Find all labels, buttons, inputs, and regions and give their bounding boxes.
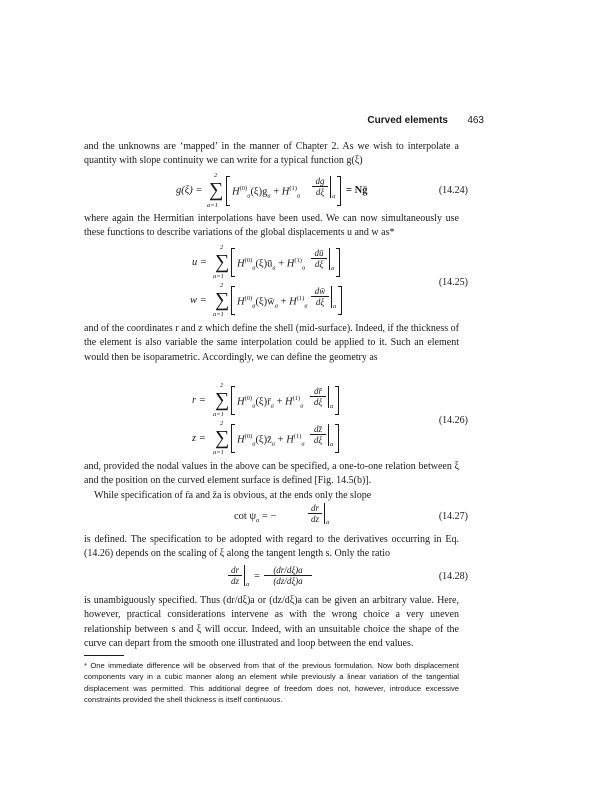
eval-bar-icon xyxy=(329,248,330,270)
eq2-u-fraction: $\frac{dū}{d\xi}$ xyxy=(311,248,327,269)
equation-number: (14.24) xyxy=(438,185,468,196)
equation-14-25 xyxy=(84,244,484,320)
eq5-lhs-fraction: $\frac{dr}{dz}$ xyxy=(228,565,242,586)
right-bracket-icon xyxy=(338,286,342,315)
eq2-u-eval-sub: a xyxy=(331,265,335,272)
eq3-r-sum-lower: a=1 xyxy=(213,411,224,418)
left-bracket-icon xyxy=(226,176,230,206)
paragraph-5: While specification of r̄a and z̄a is obvious, at the ends only the slope xyxy=(94,490,372,501)
eq3-r-eval-sub: a xyxy=(330,403,334,410)
eval-bar-icon xyxy=(328,424,329,446)
eq2-w-eval-sub: a xyxy=(333,303,337,310)
equation-14-27 xyxy=(84,503,484,529)
eq3-z-sum-upper: 2 xyxy=(220,420,224,427)
left-bracket-icon xyxy=(231,248,235,277)
eq5-equals: = xyxy=(254,571,260,582)
eq3-r-sum-upper: 2 xyxy=(220,382,224,389)
equation-14-26 xyxy=(84,382,484,458)
eq2-w-sum-lower: a=1 xyxy=(213,311,224,318)
footnote-rule xyxy=(84,655,124,656)
right-bracket-icon xyxy=(336,248,340,277)
eq2-u-sum-upper: 2 xyxy=(220,244,224,251)
eq3-z-term: $H^{(0)}_a(\xi)z̄_a + H^{(1)}_a$ xyxy=(237,433,305,448)
eval-bar-icon xyxy=(330,176,331,198)
summation-icon: ∑ xyxy=(215,427,230,449)
eq5-eval-sub: a xyxy=(246,581,250,588)
summation-icon: ∑ xyxy=(215,389,230,411)
eq3-r-term: $H^{(0)}_a(\xi)r̄_a + H^{(1)}_a$ xyxy=(237,395,304,410)
eq2-w-lhs: w = xyxy=(190,295,207,306)
left-bracket-icon xyxy=(231,286,235,315)
right-bracket-icon xyxy=(335,386,339,415)
right-bracket-icon xyxy=(335,424,339,453)
summation-icon: ∑ xyxy=(215,251,230,273)
eq3-z-sum-lower: a=1 xyxy=(213,449,224,456)
paragraph-4: and, provided the nodal values in the above can be specified, a one-to-one relation between ξ and the position on the curved element surface is defined [Fig. 14.5(b)]. xyxy=(84,461,459,487)
running-title: Curved elements xyxy=(367,115,448,126)
paragraph-6: is defined. The specification to be adopted with regard to the derivatives occurring in Eq. (14.26) depends on the scaling of ξ along the tangent length s. Only the ratio xyxy=(84,534,459,560)
page-number: 463 xyxy=(467,115,484,126)
eq1-sum-lower: a=1 xyxy=(207,202,218,209)
eq3-z-eval-sub: a xyxy=(330,441,334,448)
right-bracket-icon xyxy=(337,176,341,206)
eq4-lhs: $\cot \psi_a$ = − xyxy=(234,511,277,525)
eq3-r-fraction: $\frac{dr̄}{d\xi}$ xyxy=(310,386,326,407)
equation-14-28 xyxy=(84,565,484,591)
equation-14-24 xyxy=(84,172,484,208)
eq3-z-fraction: $\frac{dz̄}{d\xi}$ xyxy=(310,424,326,445)
equation-number: (14.26) xyxy=(438,415,468,426)
eq2-w-sum-upper: 2 xyxy=(220,282,224,289)
paragraph-7: is unambiguously specified. Thus (dr/dξ)a or (dz/dξ)a can be given an arbitrary value. Here, however, practical considerations intervene as with the wrong choice a very uneven relationship between s and ξ will occur. Indeed, with an unsuitable choice the shape of the curve can depart from the smooth one illustrated and loop between the end values. xyxy=(84,595,459,650)
eq2-u-sum-lower: a=1 xyxy=(213,273,224,280)
paragraph-3: and of the coordinates r and z which define the shell (mid-surface). Indeed, if the thickness of the element is also variable the same interpolation could be applied to it. Such an element would then be isoparametric. Accordingly, we can define the geometry as xyxy=(84,323,459,363)
paragraph-1: and the unknowns are ‘mapped’ in the manner of Chapter 2. As we wish to interpolate a quantity with slope continuity we can write for a typical function g(ξ) xyxy=(84,141,459,167)
eq1-sum-upper: 2 xyxy=(214,172,218,179)
summation-icon: ∑ xyxy=(209,179,224,201)
eval-bar-icon xyxy=(244,565,245,586)
eq1-lhs: g(ξ) = xyxy=(176,185,203,196)
equation-number: (14.28) xyxy=(438,571,468,582)
eq2-w-fraction: $\frac{dw̄}{d\xi}$ xyxy=(311,286,329,307)
footnote: * One immediate difference will be observed from that of the previous formulation. Now both displacement components vary in a cubic manner along an element while previously a linear variation of the tangential displacement was permitted. This additional degree of freedom does not, however, introduce excessive constraints provided the shell thickness is itself continuous. xyxy=(84,661,459,705)
eq1-eval-sub: a xyxy=(332,193,336,200)
running-header xyxy=(84,115,484,129)
eq1-term1: $H^{(0)}_a(\xi)g_a + H^{(1)}_a$ xyxy=(232,185,301,200)
eval-bar-icon xyxy=(331,286,332,308)
eq1-fraction: $\frac{dg}{d\xi}$ xyxy=(312,176,328,197)
eq2-w-term: $H^{(0)}_a(\xi)w̄_a + H^{(1)}_a$ xyxy=(237,295,308,310)
summation-icon: ∑ xyxy=(215,289,230,311)
eq1-rhs: = Nḡ xyxy=(346,185,368,196)
eq4-fraction: $\frac{dr}{dz}$ xyxy=(308,503,322,524)
eq4-eval-sub: a xyxy=(326,519,330,526)
paragraph-2: where again the Hermitian interpolations have been used. We can now simultaneously use these functions to describe variations of the global displacements u and w as* xyxy=(84,213,459,239)
eval-bar-icon xyxy=(324,503,325,524)
eval-bar-icon xyxy=(328,386,329,408)
equation-number: (14.25) xyxy=(438,277,468,288)
eq2-u-term: $H^{(0)}_a(\xi)ū_a + H^{(1)}_a$ xyxy=(237,257,306,272)
left-bracket-icon xyxy=(231,424,235,453)
equation-number: (14.27) xyxy=(438,511,468,522)
left-bracket-icon xyxy=(231,386,235,415)
eq2-u-lhs: u = xyxy=(192,257,207,268)
eq3-z-lhs: z = xyxy=(192,433,206,444)
eq3-r-lhs: r = xyxy=(192,395,206,406)
eq5-rhs-fraction: $\frac{(dr/d\xi)a}{(dz/d\xi)a}$ xyxy=(264,565,312,586)
